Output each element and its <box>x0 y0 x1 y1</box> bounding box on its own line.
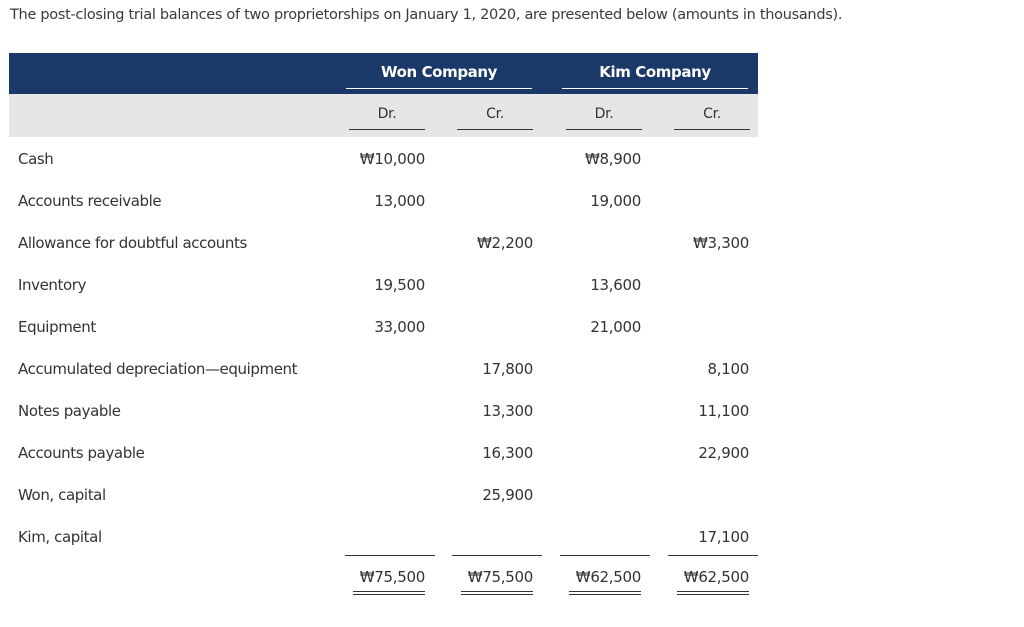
table-row <box>9 276 758 318</box>
total-rule-kim-cr <box>668 555 758 556</box>
double-underline-kim-dr <box>569 591 641 595</box>
double-underline-kim-cr <box>677 591 749 595</box>
table-row <box>9 234 758 276</box>
kim-dr-total: ₩62,500 <box>575 568 641 586</box>
table-row <box>9 360 758 402</box>
kim-dr-amount: 13,600 <box>590 276 641 294</box>
won-dr-amount: 33,000 <box>374 318 425 336</box>
account-label: Notes payable <box>18 402 121 420</box>
won-cr-total: ₩75,500 <box>467 568 533 586</box>
account-label: Inventory <box>18 276 87 294</box>
kim-dr-amount: ₩8,900 <box>585 150 641 168</box>
won-dr-amount: 13,000 <box>374 192 425 210</box>
won-dr-amount: 19,500 <box>374 276 425 294</box>
total-rule-won-dr <box>345 555 435 556</box>
account-label: Won, capital <box>18 486 106 504</box>
won-cr-amount: 17,800 <box>482 360 533 378</box>
won-company-header: Won Company <box>346 63 532 89</box>
won-dr-amount: ₩10,000 <box>359 150 425 168</box>
account-label: Equipment <box>18 318 96 336</box>
kim-cr-amount: 17,100 <box>698 528 749 546</box>
table-row <box>9 486 758 528</box>
table-row <box>9 402 758 444</box>
kim-dr-header: Dr. <box>566 106 642 130</box>
account-label: Accounts payable <box>18 444 145 462</box>
won-cr-amount: 16,300 <box>482 444 533 462</box>
table-row <box>9 192 758 234</box>
account-label: Allowance for doubtful accounts <box>18 234 247 252</box>
intro-text: The post-closing trial balances of two proprietorships on January 1, 2020, are presented below (amounts in thousands). <box>10 7 843 23</box>
account-label: Accounts receivable <box>18 192 162 210</box>
account-label: Accumulated depreciation—equipment <box>18 360 298 378</box>
won-cr-amount: 13,300 <box>482 402 533 420</box>
double-underline-won-cr <box>461 591 533 595</box>
kim-company-header: Kim Company <box>562 63 748 89</box>
kim-cr-amount: 22,900 <box>698 444 749 462</box>
won-dr-header: Dr. <box>349 106 425 130</box>
table-row <box>9 444 758 486</box>
kim-cr-amount: 8,100 <box>707 360 749 378</box>
won-cr-header: Cr. <box>457 106 533 130</box>
double-underline-won-dr <box>353 591 425 595</box>
kim-cr-amount: ₩3,300 <box>693 234 749 252</box>
table-row <box>9 318 758 360</box>
kim-dr-amount: 19,000 <box>590 192 641 210</box>
kim-dr-amount: 21,000 <box>590 318 641 336</box>
total-rule-won-cr <box>452 555 542 556</box>
kim-cr-amount: 11,100 <box>698 402 749 420</box>
account-label: Kim, capital <box>18 528 102 546</box>
table-row <box>9 150 758 192</box>
total-rule-kim-dr <box>560 555 650 556</box>
won-cr-amount: 25,900 <box>482 486 533 504</box>
kim-cr-header: Cr. <box>674 106 750 130</box>
won-cr-amount: ₩2,200 <box>477 234 533 252</box>
kim-cr-total: ₩62,500 <box>683 568 749 586</box>
account-label: Cash <box>18 150 54 168</box>
table-row <box>9 528 758 570</box>
won-dr-total: ₩75,500 <box>359 568 425 586</box>
